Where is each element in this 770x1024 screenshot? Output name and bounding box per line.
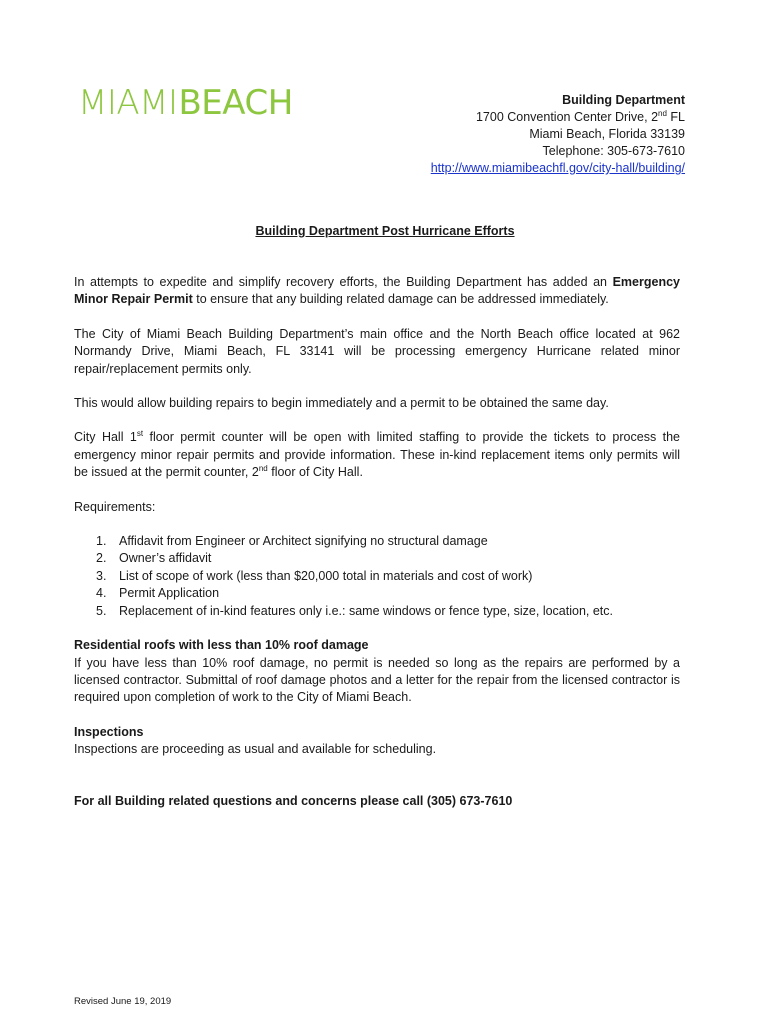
roofs-section xyxy=(74,637,680,707)
intro-text: In attempts to expedite and simplify recovery efforts, the Building Department has added an xyxy=(74,275,613,289)
inspections-text: Inspections are proceeding as usual and available for scheduling. xyxy=(74,742,437,757)
logo-word-beach: BEACH xyxy=(178,83,293,123)
department-address xyxy=(431,109,685,126)
list-number: 2. xyxy=(96,551,107,566)
roofs-heading: Residential roofs with less than 10% roof damage xyxy=(74,638,369,653)
logo-word-miami: MIAMI xyxy=(78,83,178,123)
list-item xyxy=(74,533,680,550)
department-telephone: Telephone: 305-673-7610 xyxy=(542,144,685,158)
document-title: Building Department Post Hurricane Efforts xyxy=(255,224,515,238)
list-text: Permit Application xyxy=(119,586,220,601)
list-item xyxy=(74,568,680,585)
list-text: List of scope of work (less than $20,000 total in materials and cost of work) xyxy=(119,568,533,583)
same-day-paragraph: This would allow building repairs to begin immediately and a permit to be obtained the same day. xyxy=(74,396,609,411)
inspections-section xyxy=(74,724,680,759)
miami-beach-logo xyxy=(78,83,293,123)
department-website-link[interactable]: http://www.miamibeachfl.gov/city-hall/building/ xyxy=(430,161,685,175)
document-body xyxy=(74,274,680,827)
department-city: Miami Beach, Florida 33139 xyxy=(529,127,685,141)
contact-statement: For all Building related questions and concerns please call (305) 673-7610 xyxy=(74,793,513,808)
city-hall-paragraph xyxy=(74,429,680,481)
offices-paragraph: The City of Miami Beach Building Department’s main office and the North Beach office located at 962 Normandy Drive, Miami Beach, FL 33141 will be processing emergency Hurricane related minor repair/replacement permits only. xyxy=(74,326,680,376)
list-item xyxy=(74,603,680,620)
list-number: 5. xyxy=(96,603,107,618)
list-number: 4. xyxy=(96,586,107,601)
requirements-list xyxy=(74,533,680,620)
address-superscript: nd xyxy=(658,108,667,118)
revision-date: Revised June 19, 2019 xyxy=(74,996,172,1007)
first-superscript: st xyxy=(136,429,144,439)
department-name: Building Department xyxy=(562,93,685,107)
department-header xyxy=(431,92,685,177)
emergency-permit-name: Emergency Minor Repair Permit xyxy=(74,275,680,307)
city-hall-text-1: City Hall 1 xyxy=(74,430,137,445)
list-text: Replacement of in-kind features only i.e.: same windows or fence type, size, location, etc. xyxy=(119,603,613,618)
city-hall-text-2: floor permit counter will be open with limited staffing to provide the tickets to process the emergency minor repair permits and provide information. These in-kind replacement items only permits will be issued at the permit counter, 2 xyxy=(74,430,680,480)
list-number: 3. xyxy=(96,568,107,583)
list-text: Owner’s affidavit xyxy=(119,551,212,566)
list-item xyxy=(74,585,680,602)
intro-text-end: to ensure that any building related damage can be addressed immediately. xyxy=(192,292,609,307)
list-item xyxy=(74,550,680,567)
address-line: 1700 Convention Center Drive, 2 xyxy=(475,110,659,124)
list-number: 1. xyxy=(96,534,107,549)
requirements-heading: Requirements: xyxy=(74,499,156,514)
inspections-heading: Inspections xyxy=(74,724,144,739)
city-hall-text-3: floor of City Hall. xyxy=(267,465,363,480)
intro-paragraph xyxy=(74,274,680,309)
second-superscript: nd xyxy=(258,464,268,474)
list-text: Affidavit from Engineer or Architect signifying no structural damage xyxy=(119,534,488,549)
address-floor: FL xyxy=(666,110,685,124)
roofs-text: If you have less than 10% roof damage, no permit is needed so long as the repairs are performed by a licensed contractor. Submittal of roof damage photos and a letter for the repair from the licensed contractor is required upon completion of work to the City of Miami Beach. xyxy=(74,655,680,705)
